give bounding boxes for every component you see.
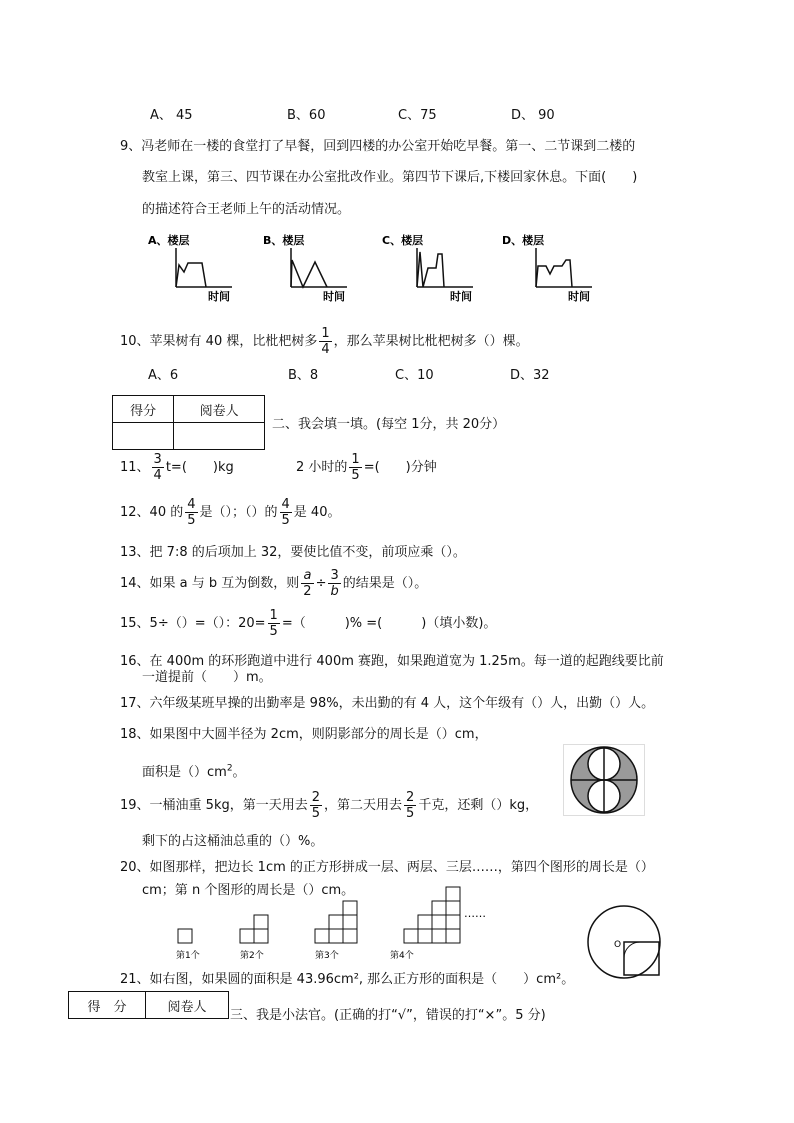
sec2-score-box: [112, 395, 265, 450]
q11: 11、 $\frac{3}{4}$ t=( )kg: [120, 452, 234, 483]
sec3-score-box: [68, 991, 229, 1019]
q20-line2: cm；第 n 个图形的周长是（）cm。: [142, 883, 355, 898]
sec3-reviewer-label: 阅卷人: [146, 992, 229, 1019]
q12-fraction-b: $\frac{4}{5}$: [281, 497, 290, 528]
q14: 14、如果 a 与 b 互为倒数，则 $\frac{a}{2}$ ÷ $\frac{3}{b}$ 的结果是（）。: [120, 568, 428, 599]
graph-a-label: A、楼层: [148, 234, 190, 247]
q19-fraction-b: $\frac{2}{5}$: [406, 790, 415, 821]
q20-line1: 20、如图那样，把边长 1cm 的正方形拼成一层、两层、三层……，第四个图形的周长是（）: [120, 860, 654, 875]
q20-fig3: [315, 901, 357, 943]
q18-line2: 面积是$()cm^2$。: [142, 763, 246, 780]
q8-option-b: B、60: [287, 108, 326, 123]
q19-line1: 19、一桶油重 5kg，第一天用去 $\frac{2}{5}$ ，第二天用去 $\frac{2}{5}$ 千克，还剩（）kg，: [120, 790, 539, 821]
q20-dots: ……: [464, 907, 486, 920]
q20-label-3: 第3个: [315, 951, 339, 961]
q9-graph-d: [500, 230, 610, 305]
q20-label-2: 第2个: [240, 951, 264, 961]
q19-line2: 剩下的占这桶油总重的（）%。: [142, 834, 324, 849]
q18-line1: 18、如果图中大圆半径为 2cm，则阴影部分的周长是（）cm，: [120, 727, 488, 742]
graph-c-label: C、楼层: [382, 234, 424, 247]
q9-graph-a: [140, 230, 250, 305]
q12-fraction-a: $\frac{4}{5}$: [187, 497, 196, 528]
sec2-title: 二、我会填一填。(每空 1分，共 20分）: [272, 417, 506, 432]
q11-part-b: 2 小时的 $\frac{1}{5}$ =( )分钟: [296, 452, 437, 483]
q15-fraction: $\frac{1}{5}$: [269, 608, 278, 639]
graph-d-line: [536, 260, 572, 287]
q9-graph-c: [380, 230, 490, 305]
q10-option-d: D、32: [510, 368, 550, 383]
q20-fig1: [178, 929, 192, 943]
q16-line2: 一道提前（ ）m。: [142, 670, 272, 685]
graph-c-line: [417, 252, 444, 287]
graph-a-line: [176, 263, 206, 287]
q8-option-d: D、 90: [511, 108, 555, 123]
q20-fig4: [404, 887, 460, 943]
sec2-score-label: 得分: [113, 396, 174, 423]
q10-stem: [120, 326, 529, 357]
q20-figure: [170, 872, 490, 964]
q21-square: [624, 942, 659, 975]
q9-graph-b: [255, 230, 365, 305]
q10-option-c: C、10: [395, 368, 434, 383]
q8-option-c: C、75: [398, 108, 437, 123]
sec3-title: 三、我是小法官。(正确的打“√”，错误的打“×”。5 分): [230, 1008, 546, 1023]
q18-figure: [563, 744, 645, 816]
q21-center-label: O: [614, 940, 622, 950]
q10-fraction: $\frac{1}{4}$: [321, 326, 330, 357]
graph-b-label: B、楼层: [263, 234, 305, 247]
q11-fraction-a: $\frac{3}{4}$: [153, 452, 162, 483]
graph-b-line: [291, 260, 327, 287]
graph-d-xlabel: 时间: [568, 290, 590, 303]
q14-fraction-a: $\frac{a}{2}$: [303, 568, 312, 599]
graph-b-xlabel: 时间: [323, 290, 345, 303]
q8-option-a: A、 45: [150, 108, 193, 123]
graph-c-xlabel: 时间: [450, 290, 472, 303]
q19-fraction-a: $\frac{2}{5}$: [311, 790, 321, 821]
q10-option-a: A、6: [148, 368, 179, 383]
q9-line3: 的描述符合王老师上午的活动情况。: [142, 202, 351, 217]
q16-line1: 16、在 400m 的环形跑道中进行 400m 赛跑，如果跑道宽为 1.25m。每一道的起跑线要比前: [120, 654, 664, 669]
q20-label-4: 第4个: [390, 951, 414, 961]
q15: 15、5÷（）=（）：20= $\frac{1}{5}$ =（ )% =( )（填小数)。: [120, 608, 497, 639]
graph-d-label: D、楼层: [502, 234, 545, 247]
q13: 13、把 7:8 的后项加上 32，要使比值不变，前项应乘（）。: [120, 545, 466, 560]
graph-a-xlabel: 时间: [208, 290, 230, 303]
q14-fraction-b: $\frac{3}{b}$: [330, 568, 339, 599]
sec3-score-label: 得 分: [69, 992, 146, 1019]
q10-post: ，那么苹果树比枇杷树多（）棵。: [333, 334, 529, 349]
q11-fraction-b: $\frac{1}{5}$: [351, 452, 360, 483]
sec2-score-cell[interactable]: [113, 423, 174, 450]
q17: 17、六年级某班早操的出勤率是 98%，未出勤的有 4 人，这个年级有（）人，出勤（）人。: [120, 696, 655, 711]
sec2-reviewer-label: 阅卷人: [174, 396, 265, 423]
q9-line1: 9、冯老师在一楼的食堂打了早餐，回到四楼的办公室开始吃早餐。第一、二节课到二楼的: [120, 139, 636, 154]
q10-pre: 10、苹果树有 40 棵，比枇杷树多: [120, 334, 318, 349]
q10-option-b: B、8: [288, 368, 319, 383]
q21: 21、如右图，如果圆的面积是 43.96cm², 那么正方形的面积是（ ）cm²。: [120, 972, 575, 987]
q21-figure: [586, 904, 664, 982]
sec2-reviewer-cell[interactable]: [174, 423, 265, 450]
q20-fig2: [240, 915, 268, 943]
q20-label-1: 第1个: [176, 951, 200, 961]
q9-line2: 教室上课，第三、四节课在办公室批改作业。第四节下课后,下楼回家休息。下面( ): [142, 170, 638, 185]
q12: 12、40 的 $\frac{4}{5}$ 是（）；（）的 $\frac{4}{5}$ 是 40。: [120, 497, 341, 528]
q21-inner-arc: [624, 942, 640, 958]
